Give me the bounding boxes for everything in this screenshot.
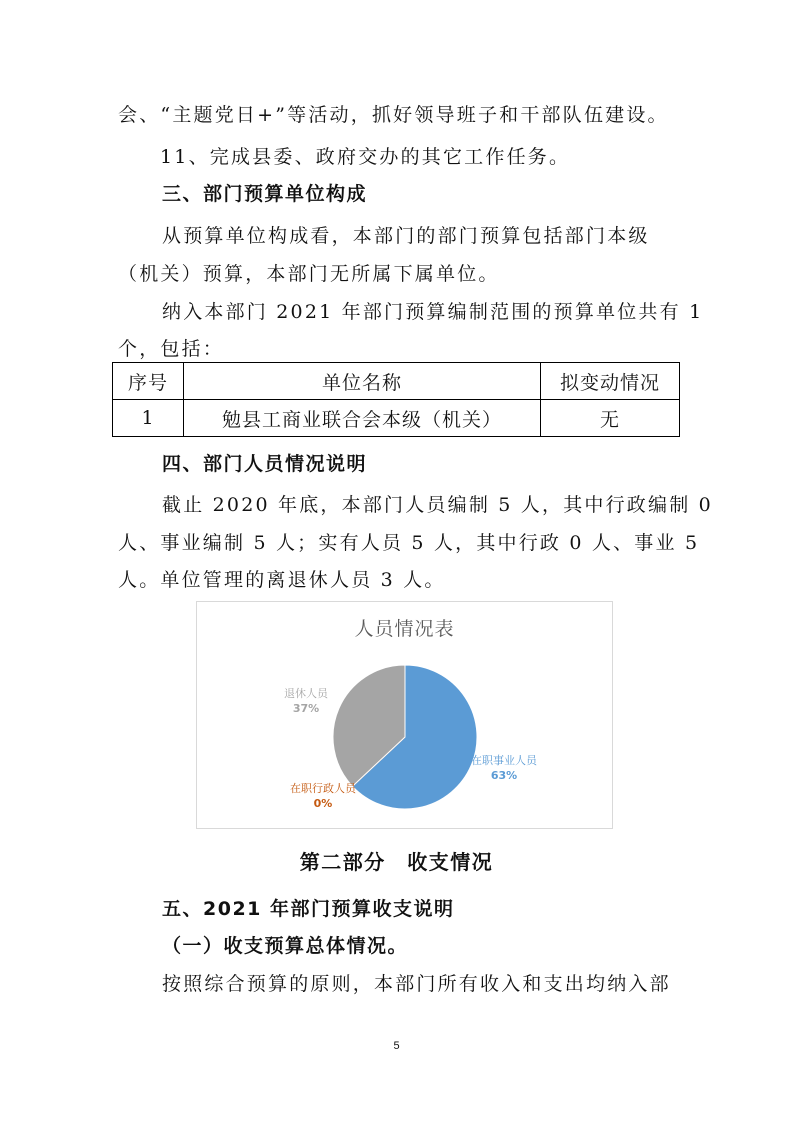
pie-svg bbox=[197, 602, 612, 828]
table-header: 单位名称 bbox=[184, 363, 541, 400]
slice-label-retired bbox=[271, 686, 341, 716]
table-cell: 勉县工商业联合会本级（机关） bbox=[184, 400, 541, 437]
paragraph-line: 纳入本部门 2021 年部门预算编制范围的预算单位共有 1 bbox=[162, 301, 704, 323]
section-heading: 四、部门人员情况说明 bbox=[162, 453, 368, 475]
paragraph-line: （机关）预算，本部门无所属下属单位。 bbox=[118, 263, 500, 285]
paragraph-line: 人、事业编制 5 人；实有人员 5 人，其中行政 0 人、事业 5 bbox=[118, 532, 700, 554]
paragraph-line: 人。单位管理的离退休人员 3 人。 bbox=[118, 569, 446, 591]
section-heading: 五、2021 年部门预算收支说明 bbox=[162, 898, 455, 920]
table-header: 序号 bbox=[113, 363, 184, 400]
table-row bbox=[113, 400, 680, 437]
paragraph-line: 会、“主题党日+”等活动，抓好领导班子和干部队伍建设。 bbox=[118, 104, 669, 126]
slice-label-text: 退休人员 bbox=[284, 687, 328, 700]
slice-label-pct: 63% bbox=[490, 769, 518, 782]
slice-label-pct: 0% bbox=[313, 797, 333, 810]
slice-label-pct: 37% bbox=[292, 702, 320, 715]
page-number: 5 bbox=[393, 1040, 400, 1052]
paragraph-line: 按照综合预算的原则，本部门所有收入和支出均纳入部 bbox=[162, 973, 671, 995]
table-header: 拟变动情况 bbox=[541, 363, 680, 400]
slice-label-admin-staff bbox=[283, 781, 363, 811]
units-table bbox=[112, 362, 680, 437]
slice-label-text: 在职事业人员 bbox=[471, 754, 537, 767]
pie-chart bbox=[196, 601, 613, 829]
paragraph-line: 从预算单位构成看，本部门的部门预算包括部门本级 bbox=[162, 225, 650, 247]
slice-label-active-staff bbox=[459, 753, 549, 783]
slice-label-text: 在职行政人员 bbox=[290, 782, 356, 795]
paragraph-line: 截止 2020 年底，本部门人员编制 5 人，其中行政编制 0 bbox=[162, 494, 713, 516]
subsection-heading: （一）收支预算总体情况。 bbox=[162, 935, 409, 957]
paragraph-line: 个，包括： bbox=[118, 338, 225, 360]
table-cell: 无 bbox=[541, 400, 680, 437]
section-heading: 三、部门预算单位构成 bbox=[162, 183, 368, 205]
paragraph-line: 11、完成县委、政府交办的其它工作任务。 bbox=[160, 146, 571, 168]
table-cell: 1 bbox=[113, 400, 184, 437]
part-heading: 第二部分 收支情况 bbox=[299, 850, 494, 874]
chart-title: 人员情况表 bbox=[354, 618, 455, 640]
table-header-row bbox=[113, 363, 680, 400]
